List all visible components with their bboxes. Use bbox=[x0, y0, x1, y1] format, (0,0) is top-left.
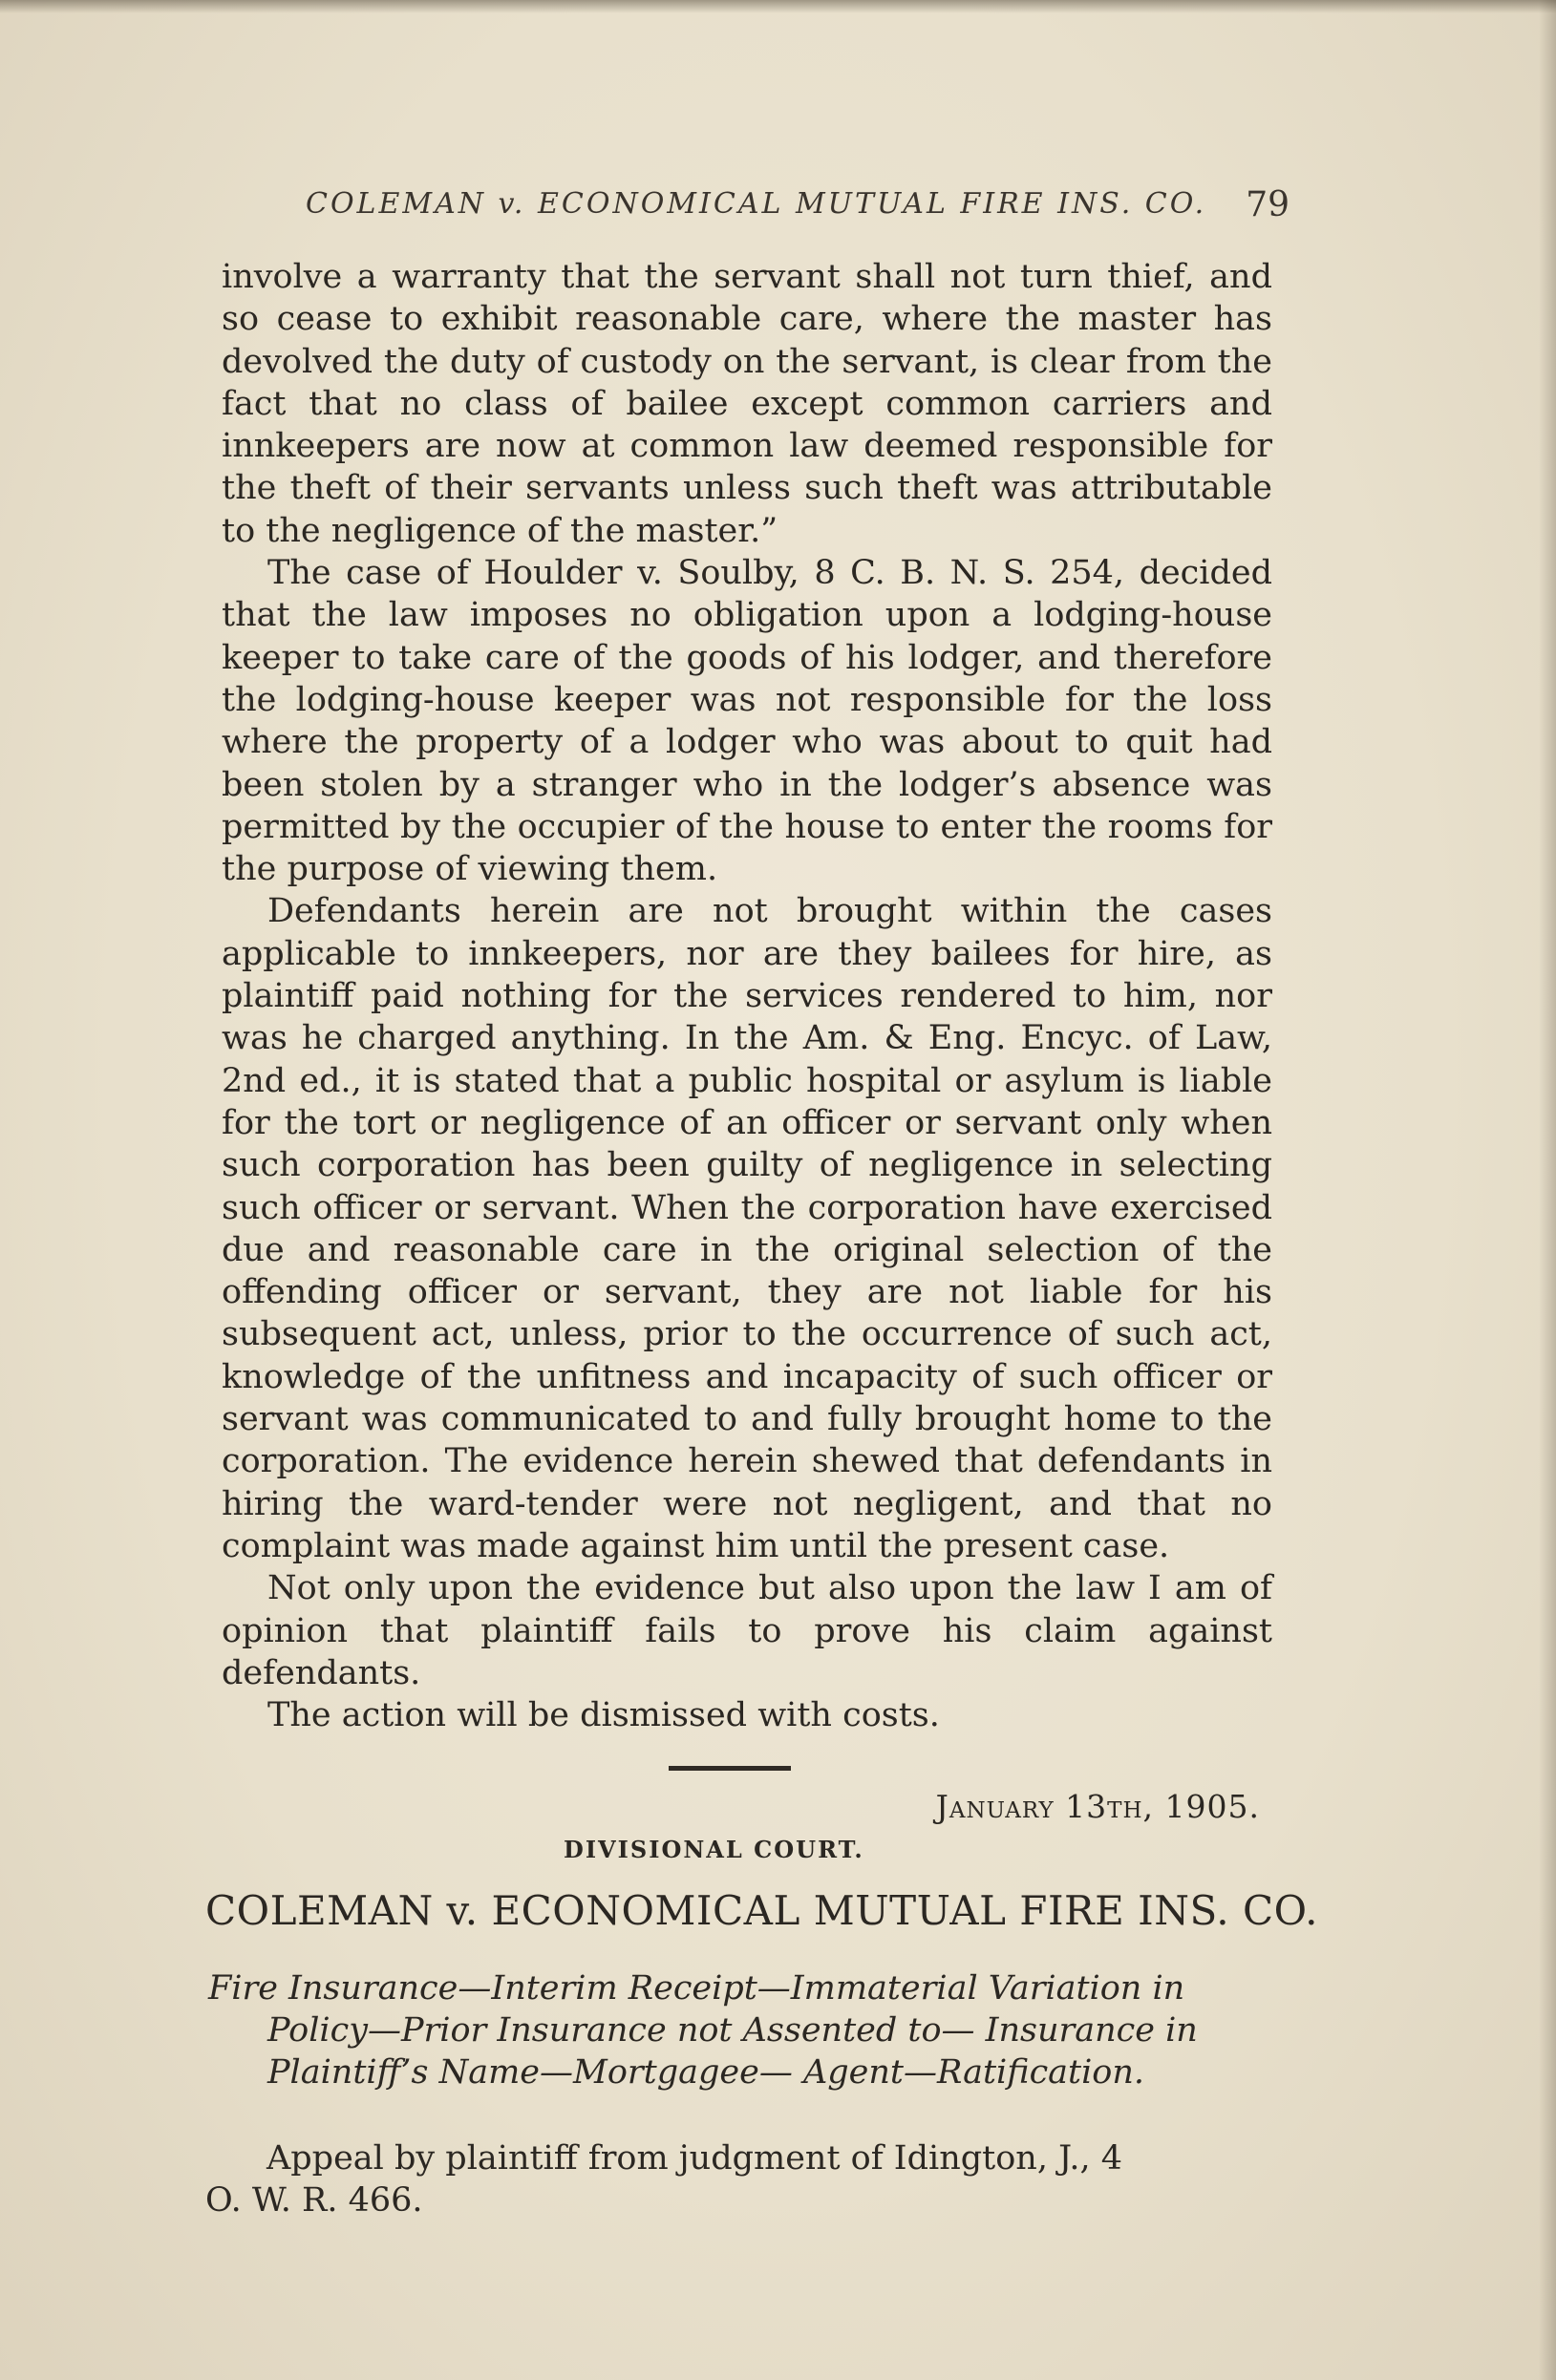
page-edge-shadow bbox=[1539, 0, 1556, 2380]
paragraph-opinion: Not only upon the evidence but also upon the law I am of opinion that plaintiff fails to prove his claim against defendants. bbox=[222, 1569, 1272, 1692]
appeal-line: O. W. R. 466. bbox=[205, 2181, 423, 2220]
running-head bbox=[306, 180, 1290, 237]
section-divider bbox=[669, 1766, 791, 1771]
paragraph-defendants: Defendants herein are not brought within the cases applicable to innkeepers, nor are they bailees for hire, as plaintiff paid nothing for the services rendered to him, nor was he charged anything. In the Am. & Eng. Encyc. of Law, 2nd ed., it is stated that a public hospital or asylum is liable for the tort or negligence of an officer or servant only when such corporation has been guilty of negligence in selecting such officer or servant. When the corporation have exercised due and reasonable care in the original selection of the offending officer or servant, they are not liable for his subsequent act, unless, prior to the occurrence of such act, knowledge of the unfitness and incapacity of such officer or servant was communicated to and fully brought home to the corporation. The evidence herein shewed that defendants in hiring the ward-tender were not negligent, and that no complaint was made against him until the present case. bbox=[222, 892, 1272, 1565]
paragraph-disposition: The action will be dismissed with costs. bbox=[267, 1696, 940, 1735]
headnote-line: Policy—Prior Insurance not Assented to— Insurance in bbox=[267, 2011, 1198, 2050]
case-title: COLEMAN v. ECONOMICAL MUTUAL FIRE INS. CO. bbox=[205, 1887, 1318, 1934]
decision-date: January 13th, 1905. bbox=[935, 1788, 1260, 1825]
paragraph-houlder-case: The case of Houlder v. Soulby, 8 C. B. N. S. 254, decided that the law imposes no obligation upon a lodging-house keeper to take care of the goods of his lodger, and therefore the lodging-house keeper was not responsible for the loss where the property of a lodger who was about to quit had been stolen by a stranger who in the lodger’s absence was permitted by the occupier of the house to enter the rooms for the purpose of viewing them. bbox=[222, 554, 1272, 889]
court-name: DIVISIONAL COURT. bbox=[564, 1836, 864, 1863]
headnote bbox=[208, 1967, 1278, 2093]
headnote-line: Fire Insurance—Interim Receipt—Immaterial Variation in bbox=[208, 1969, 1185, 2008]
running-title: COLEMAN v. ECONOMICAL MUTUAL FIRE INS. CO. bbox=[306, 187, 1207, 221]
appeal-note bbox=[205, 2137, 1256, 2221]
headnote-line: Plaintiff’s Name—Mortgagee— Agent—Ratification. bbox=[267, 2053, 1145, 2092]
page-number: 79 bbox=[1246, 185, 1290, 224]
paragraph-continuation: involve a warranty that the servant shall not turn thief, and so cease to exhibit reasonable care, where the master has devolved the duty of custody on the servant, is clear from the fact that no class of bailee except common carriers and innkeepers are now at common law deemed responsible for the theft of their servants unless such theft was attributable to the negligence of the master.” bbox=[222, 258, 1272, 550]
body-text bbox=[222, 256, 1272, 1736]
appeal-line: Appeal by plaintiff from judgment of Idington, J., 4 bbox=[266, 2139, 1123, 2178]
page-top-shadow bbox=[0, 0, 1556, 13]
